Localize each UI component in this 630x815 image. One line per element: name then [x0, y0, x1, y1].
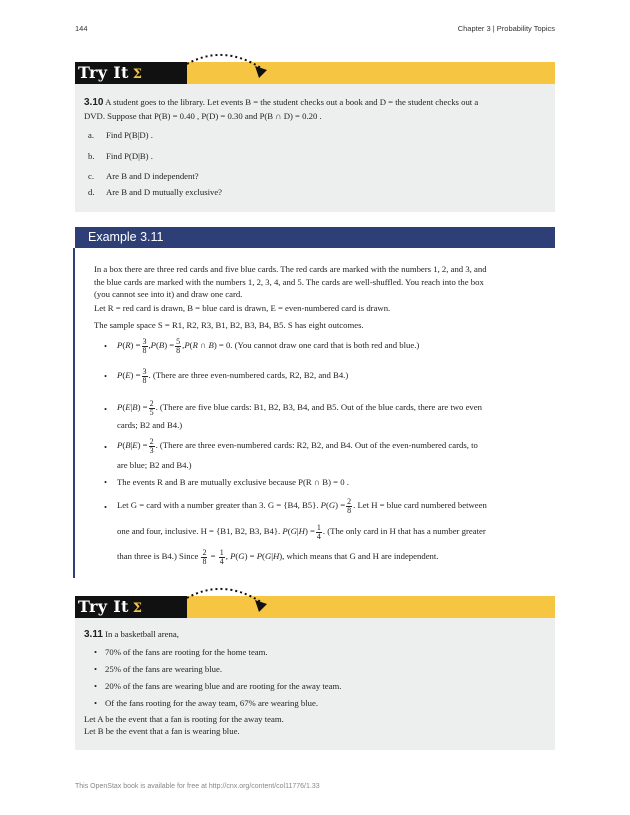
- bullet-dot: •: [104, 404, 108, 414]
- list-item: 70% of the fans are rooting for the home team.: [105, 647, 268, 657]
- footer-note: This OpenStax book is available for free at http://cnx.org/content/col11776/1.33: [75, 783, 320, 790]
- bullet-item-4: P(B|E) = $\frac{2}{3}$ . (There are three even-numbered cards: R2, B2, and B4. Out of the even-numbered cards, to: [117, 436, 478, 455]
- list-item: 25% of the fans are wearing blue.: [105, 664, 222, 674]
- bullet-item-3-cont: cards; B2 and B4.): [117, 420, 183, 430]
- example-paragraph-3: The sample space S = R1, R2, R3, B1, B2, B3, B4, B5. S has eight outcomes.: [94, 320, 364, 330]
- list-item: d.: [88, 187, 95, 197]
- bullet-dot: •: [104, 477, 108, 487]
- list-item: b.: [88, 151, 95, 161]
- list-item-text: Find P(B|D) .: [106, 130, 153, 140]
- bullet-dot: •: [94, 698, 98, 708]
- dotted-arrow-icon: [183, 50, 269, 80]
- try-it-banner: [75, 62, 555, 84]
- chapter-title: Chapter 3 | Probability Topics: [457, 24, 555, 33]
- bullet-dot: •: [104, 442, 108, 452]
- bullet-dot: •: [104, 371, 108, 381]
- bullet-item-4-cont: are blue; B2 and B4.): [117, 460, 192, 470]
- page-number: 144: [75, 24, 88, 33]
- list-item-text: Are B and D mutually exclusive?: [106, 187, 223, 197]
- bullet-item-6: Let G = card with a number greater than 3. G = {B4, B5}. P(G) = $\frac{2}{8}$ . Let H = blue card numbered between: [117, 496, 487, 515]
- example-left-rule: [73, 248, 75, 578]
- list-item: a.: [88, 130, 95, 140]
- let-b-text: Let B be the event that a fan is wearing blue.: [84, 726, 240, 736]
- exercise-intro-line2: DVD. Suppose that P(B) = 0.40 , P(D) = 0.30 and P(B ∩ D) = 0.20 .: [84, 110, 322, 121]
- bullet-dot: •: [94, 664, 98, 674]
- exercise-intro-line1: A student goes to the library. Let events B = the student checks out a book and D = the student checks out a: [105, 97, 479, 107]
- let-a-text: Let A be the event that a fan is rooting for the away team.: [84, 714, 284, 724]
- bullet-item-2: P(E) = $\frac{3}{8}$ . (There are three even-numbered cards, R2, B2, and B4.): [117, 366, 349, 385]
- exercise-number: 3.10: [84, 97, 104, 108]
- list-item: c.: [88, 171, 95, 181]
- dotted-arrow-icon: [183, 584, 269, 614]
- list-item: 20% of the fans are wearing blue and are rooting for the away team.: [105, 681, 342, 691]
- list-item-text: Are B and D independent?: [106, 171, 199, 181]
- bullet-item-1: P(R) = $\frac{3}{8}$ ,P(B) = $\frac{5}{8}$ ,P(R ∩ B) = 0. (You cannot draw one card that is both red and blue.): [117, 336, 420, 355]
- exercise-3-10-text: [84, 96, 549, 122]
- bullet-dot: •: [94, 681, 98, 691]
- sigma-icon: Σ: [132, 67, 143, 82]
- example-paragraph-1: In a box there are three red cards and five blue cards. The red cards are marked with the numbers 1, 2, and 3, and the blue cards are marked with the numbers 1, 2, 3, 4, and 5. The cards are well-shuffled. You reach into the box (you cannot see into it) and draw one card.: [94, 264, 487, 299]
- bullet-item-5: The events R and B are mutually exclusive because P(R ∩ B) = 0 .: [117, 477, 349, 487]
- bullet-dot: •: [104, 502, 108, 512]
- bullet-item-3: P(E|B) = $\frac{2}{5}$ . (There are five blue cards: B1, B2, B3, B4, and B5. Out of the blue cards, there are two even: [117, 398, 482, 417]
- list-item: Of the fans rooting for the away team, 67% are wearing blue.: [105, 698, 319, 708]
- example-paragraph-2: Let R = red card is drawn, B = blue card is drawn, E = even-numbered card is drawn.: [94, 303, 391, 313]
- try-it-banner: [75, 596, 555, 618]
- try-it-label: Try It Σ: [75, 596, 187, 618]
- exercise-number: 3.11: [84, 629, 103, 640]
- bullet-item-6-line3: than three is B4.) Since $\frac{2}{8}$ = $\frac{1}{4}$ , P(G) = P(G|H), which means that G and H are independent.: [117, 547, 439, 566]
- exercise-3-11-text: 3.11 In a basketball arena,: [84, 629, 179, 640]
- try-it-label: Try It Σ: [75, 62, 187, 84]
- sigma-icon: Σ: [132, 601, 143, 616]
- bullet-dot: •: [94, 647, 98, 657]
- bullet-dot: •: [104, 341, 108, 351]
- list-item-text: Find P(D|B) .: [106, 151, 153, 161]
- example-title: Example 3.11: [75, 227, 555, 248]
- bullet-item-6-line2: one and four, inclusive. H = {B1, B2, B3, B4}. P(G|H) = $\frac{1}{4}$ . (The only card in H that has a number greater: [117, 522, 486, 541]
